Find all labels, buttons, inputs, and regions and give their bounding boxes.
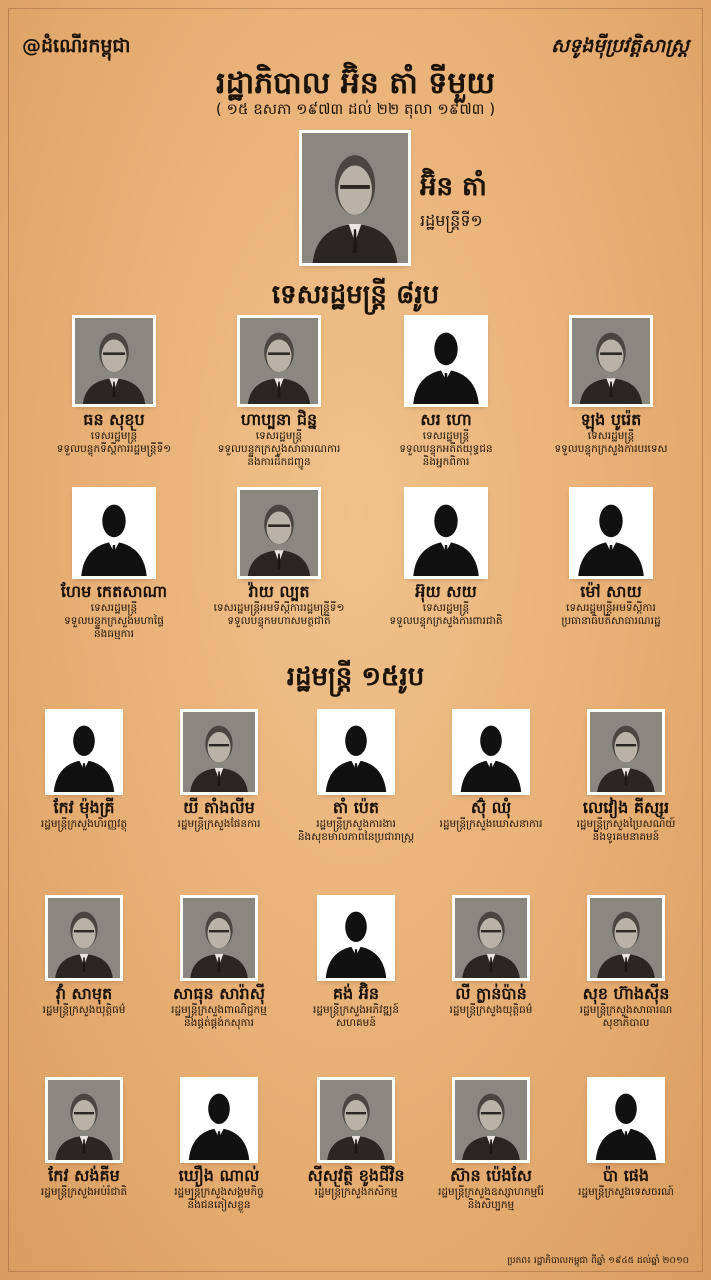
minister-card-13 bbox=[286, 1166, 426, 1199]
senior-minister-role: និងធម្មការ bbox=[94, 628, 134, 640]
senior-minister-role: ទេសរដ្ឋមន្ត្រីអមទីស្តីការរដ្ឋមន្ត្រីទី១ bbox=[213, 602, 345, 614]
senior-minister-photo-6 bbox=[240, 490, 318, 576]
minister-photo-5 bbox=[590, 712, 662, 792]
senior-minister-role: ទេសរដ្ឋមន្ត្រី bbox=[587, 430, 635, 442]
minister-name: វ៉ាំ សាមុត bbox=[55, 984, 113, 1003]
senior-minister-role: ទទួលបន្ទុកក្រសួងការពារជាតិ bbox=[389, 615, 503, 627]
minister-role: រដ្ឋមន្ត្រីក្រសួងឃោសនាការ bbox=[439, 818, 543, 830]
senior-minister-name: ម៉ៅ សាយ bbox=[580, 582, 642, 601]
senior-minister-role: ទេសរដ្ឋមន្ត្រី bbox=[422, 602, 470, 614]
senior-minister-role: ទទួលបន្ទុកក្រសួងសាធារណការ bbox=[217, 443, 341, 455]
minister-name: គង់ អ៊ិន bbox=[332, 984, 380, 1003]
minister-role: និងទូរគមនាគមន៍ bbox=[592, 831, 660, 843]
senior-minister-name: សរ ហោ bbox=[420, 410, 472, 429]
minister-role: រដ្ឋមន្ត្រីក្រសួងអប់រំជាតិ bbox=[40, 1186, 128, 1198]
minister-photo-14 bbox=[455, 1080, 527, 1160]
minister-card-1 bbox=[14, 798, 154, 831]
minister-role: សហគមន៍ bbox=[336, 1017, 376, 1029]
minister-card-8 bbox=[286, 984, 426, 1030]
minister-name: កែវ សង់គីម bbox=[48, 1166, 120, 1185]
senior-minister-card-2 bbox=[194, 410, 364, 469]
minister-name: កែវ ម៉ុងគ្រី bbox=[53, 798, 115, 817]
minister-role: រដ្ឋមន្ត្រីក្រសួងអភិវឌ្ឍន៍ bbox=[312, 1004, 400, 1016]
minister-role: រដ្ឋមន្ត្រីក្រសួងយុត្តិធម៌ bbox=[449, 1004, 533, 1016]
senior-minister-role: ទេសរដ្ឋមន្ត្រី bbox=[90, 430, 138, 442]
minister-card-12 bbox=[149, 1166, 289, 1212]
brand-logo-text: សទូងម៉ីប្រវត្តិសាស្ត្រ bbox=[551, 35, 689, 57]
minister-name: ស៊ាន ប៉េងសែ bbox=[450, 1166, 532, 1185]
minister-photo-7 bbox=[183, 898, 255, 978]
senior-minister-role: ទេសរដ្ឋមន្ត្រី bbox=[422, 430, 470, 442]
senior-minister-role: ទទួលបន្ទុកទីស្តីការរដ្ឋមន្ត្រីទី១ bbox=[56, 443, 172, 455]
minister-name: ស៊ីសុវត្ថិ ខូងជីវិន bbox=[307, 1166, 405, 1185]
minister-role: និងសិប្បកម្ម bbox=[467, 1199, 515, 1211]
term-dates: ( ១៥ ឧសភា ១៩៧៣ ដល់ ២២ តុលា ១៩៧៣ ) bbox=[215, 100, 496, 118]
minister-card-14 bbox=[421, 1166, 561, 1212]
senior-minister-role: ទទួលបន្ទុកអតីតយុទ្ធជន bbox=[399, 443, 493, 455]
minister-role: រដ្ឋមន្ត្រីក្រសួងប្រៃសណីយ៍ bbox=[576, 818, 676, 830]
senior-minister-role: ទទួលបន្ទុកក្រសួងការបរទេស bbox=[554, 443, 668, 455]
minister-photo-12 bbox=[183, 1080, 255, 1160]
senior-minister-photo-7 bbox=[407, 490, 485, 576]
minister-card-10 bbox=[556, 984, 696, 1030]
senior-minister-name: វ៉ាយ ល្បត bbox=[248, 582, 310, 601]
minister-name: ស៊ុំ ឈុំ bbox=[470, 798, 512, 817]
minister-photo-10 bbox=[590, 898, 662, 978]
senior-minister-role: និងអ្នកពិការ bbox=[422, 456, 470, 468]
minister-card-3 bbox=[286, 798, 426, 844]
minister-photo-15 bbox=[590, 1080, 662, 1160]
senior-minister-name: ធន សុខុប bbox=[83, 410, 145, 429]
senior-minister-role: ប្រធានាធិបតីសាធារណរដ្ឋ bbox=[561, 615, 661, 627]
senior-minister-role: និងការដឹកជញ្ជូន bbox=[247, 456, 311, 468]
minister-role: រដ្ឋមន្ត្រីក្រសួងការងារ bbox=[316, 818, 396, 830]
minister-name: សាធុន សារ៉ាស៊ី bbox=[173, 984, 265, 1003]
senior-minister-role: ទទួលបន្ទុកមហាសមត្ថជាតិ bbox=[227, 615, 331, 627]
senior-minister-card-8 bbox=[526, 582, 696, 628]
senior-minister-card-1 bbox=[29, 410, 199, 456]
senior-minister-role: ទេសរដ្ឋមន្ត្រី bbox=[90, 602, 138, 614]
minister-role: និងសុខមាលភាពនៃប្រជារាស្ត្រ bbox=[297, 831, 415, 843]
minister-role: រដ្ឋមន្ត្រីក្រសួងផែនការ bbox=[177, 818, 261, 830]
senior-minister-card-6 bbox=[194, 582, 364, 628]
minister-name: ឃឿង ណាល់ bbox=[178, 1166, 260, 1185]
prime-minister-name: អ៊ិន តាំ bbox=[420, 172, 487, 202]
minister-photo-2 bbox=[183, 712, 255, 792]
senior-minister-card-7 bbox=[361, 582, 531, 628]
prime-minister-photo bbox=[302, 133, 408, 263]
minister-name: លេវៀង គីស្សរ bbox=[582, 798, 670, 817]
minister-photo-9 bbox=[455, 898, 527, 978]
minister-role: រដ្ឋមន្ត្រីក្រសួងសង្គមកិច្ច bbox=[174, 1186, 264, 1198]
minister-photo-8 bbox=[320, 898, 392, 978]
minister-photo-4 bbox=[455, 712, 527, 792]
senior-minister-name: អ៊ុយ សយ bbox=[415, 582, 477, 601]
minister-photo-1 bbox=[48, 712, 120, 792]
senior-minister-photo-4 bbox=[572, 318, 650, 404]
minister-role: រដ្ឋមន្ត្រីក្រសួងកសិកម្ម bbox=[314, 1186, 398, 1198]
minister-role: រដ្ឋមន្ត្រីក្រសួងសាធារណ bbox=[579, 1004, 673, 1016]
minister-name: តាំ ប៉េត bbox=[332, 798, 380, 817]
senior-minister-role: ទទួលបន្ទុកក្រសួងមហាផ្ទៃ bbox=[64, 615, 164, 627]
minister-name: លី ក្លាន់ប៉ាន់ bbox=[455, 984, 527, 1003]
minister-photo-3 bbox=[320, 712, 392, 792]
minister-name: សុខ ហ៊ាងស៊ីន bbox=[582, 984, 670, 1003]
minister-role: រដ្ឋមន្ត្រីក្រសួងពាណិជ្ជកម្ម bbox=[171, 1004, 267, 1016]
senior-minister-photo-3 bbox=[407, 318, 485, 404]
minister-photo-13 bbox=[320, 1080, 392, 1160]
minister-name: យី តាំងលីម bbox=[183, 798, 255, 817]
senior-minister-name: ឡុង បូរ៉េត bbox=[580, 410, 642, 429]
minister-role: និងផ្គត់ផ្គង់កសុការ bbox=[184, 1017, 254, 1029]
senior-minister-role: ទេសរដ្ឋមន្ត្រី bbox=[255, 430, 303, 442]
senior-minister-photo-1 bbox=[75, 318, 153, 404]
page-title: រដ្ឋាភិបាល អ៊ិន តាំ ទីមួយ bbox=[216, 66, 495, 101]
senior-minister-role: ទេសរដ្ឋមន្ត្រីអមទីស្តីការ bbox=[566, 602, 656, 614]
minister-card-7 bbox=[149, 984, 289, 1030]
minister-role: រដ្ឋមន្ត្រីក្រសួងហិរញ្ញវត្ថុ bbox=[40, 818, 128, 830]
minister-photo-11 bbox=[48, 1080, 120, 1160]
minister-card-4 bbox=[421, 798, 561, 831]
minister-photo-6 bbox=[48, 898, 120, 978]
minister-card-5 bbox=[556, 798, 696, 844]
senior-minister-name: ហាប្បនា ជិន្ន bbox=[240, 410, 318, 429]
minister-card-9 bbox=[421, 984, 561, 1017]
minister-card-2 bbox=[149, 798, 289, 831]
prime-minister-role: រដ្ឋមន្ត្រីទី១ bbox=[420, 211, 483, 230]
minister-name: ប៉ា ផេង bbox=[602, 1166, 650, 1185]
senior-minister-name: ហែម កេតសាណា bbox=[60, 582, 168, 601]
senior-ministers-heading: ទេសរដ្ឋមន្ត្រី ៨រូប bbox=[271, 280, 440, 310]
senior-minister-photo-2 bbox=[240, 318, 318, 404]
minister-card-11 bbox=[14, 1166, 154, 1199]
minister-role: សុខាភិបាល bbox=[602, 1017, 650, 1029]
minister-role: រដ្ឋមន្ត្រីក្រសួងយុត្តិធម៌ bbox=[42, 1004, 126, 1016]
minister-role: រដ្ឋមន្ត្រីក្រសួងឧស្សាហកម្មរ៉ែ bbox=[438, 1186, 544, 1198]
minister-role: រដ្ឋមន្ត្រីក្រសួងទេសចរណ៍ bbox=[578, 1186, 674, 1198]
ministers-heading: រដ្ឋមន្ត្រី ១៥រូប bbox=[286, 662, 425, 692]
source-note: ប្រភព៖ រដ្ឋាភិបាលកម្ពុជា ពីឆ្នាំ ១៩៤៥ ដល់ឆ្នាំ ២០១០ bbox=[507, 1256, 689, 1266]
minister-card-15 bbox=[556, 1166, 696, 1199]
senior-minister-photo-8 bbox=[572, 490, 650, 576]
senior-minister-photo-5 bbox=[75, 490, 153, 576]
minister-role: និងជនភៀសខ្លួន bbox=[187, 1199, 251, 1211]
senior-minister-card-5 bbox=[29, 582, 199, 641]
senior-minister-card-4 bbox=[526, 410, 696, 456]
senior-minister-card-3 bbox=[361, 410, 531, 469]
channel-handle: @ដំណើរកម្ពុជា bbox=[22, 35, 131, 57]
minister-card-6 bbox=[14, 984, 154, 1017]
